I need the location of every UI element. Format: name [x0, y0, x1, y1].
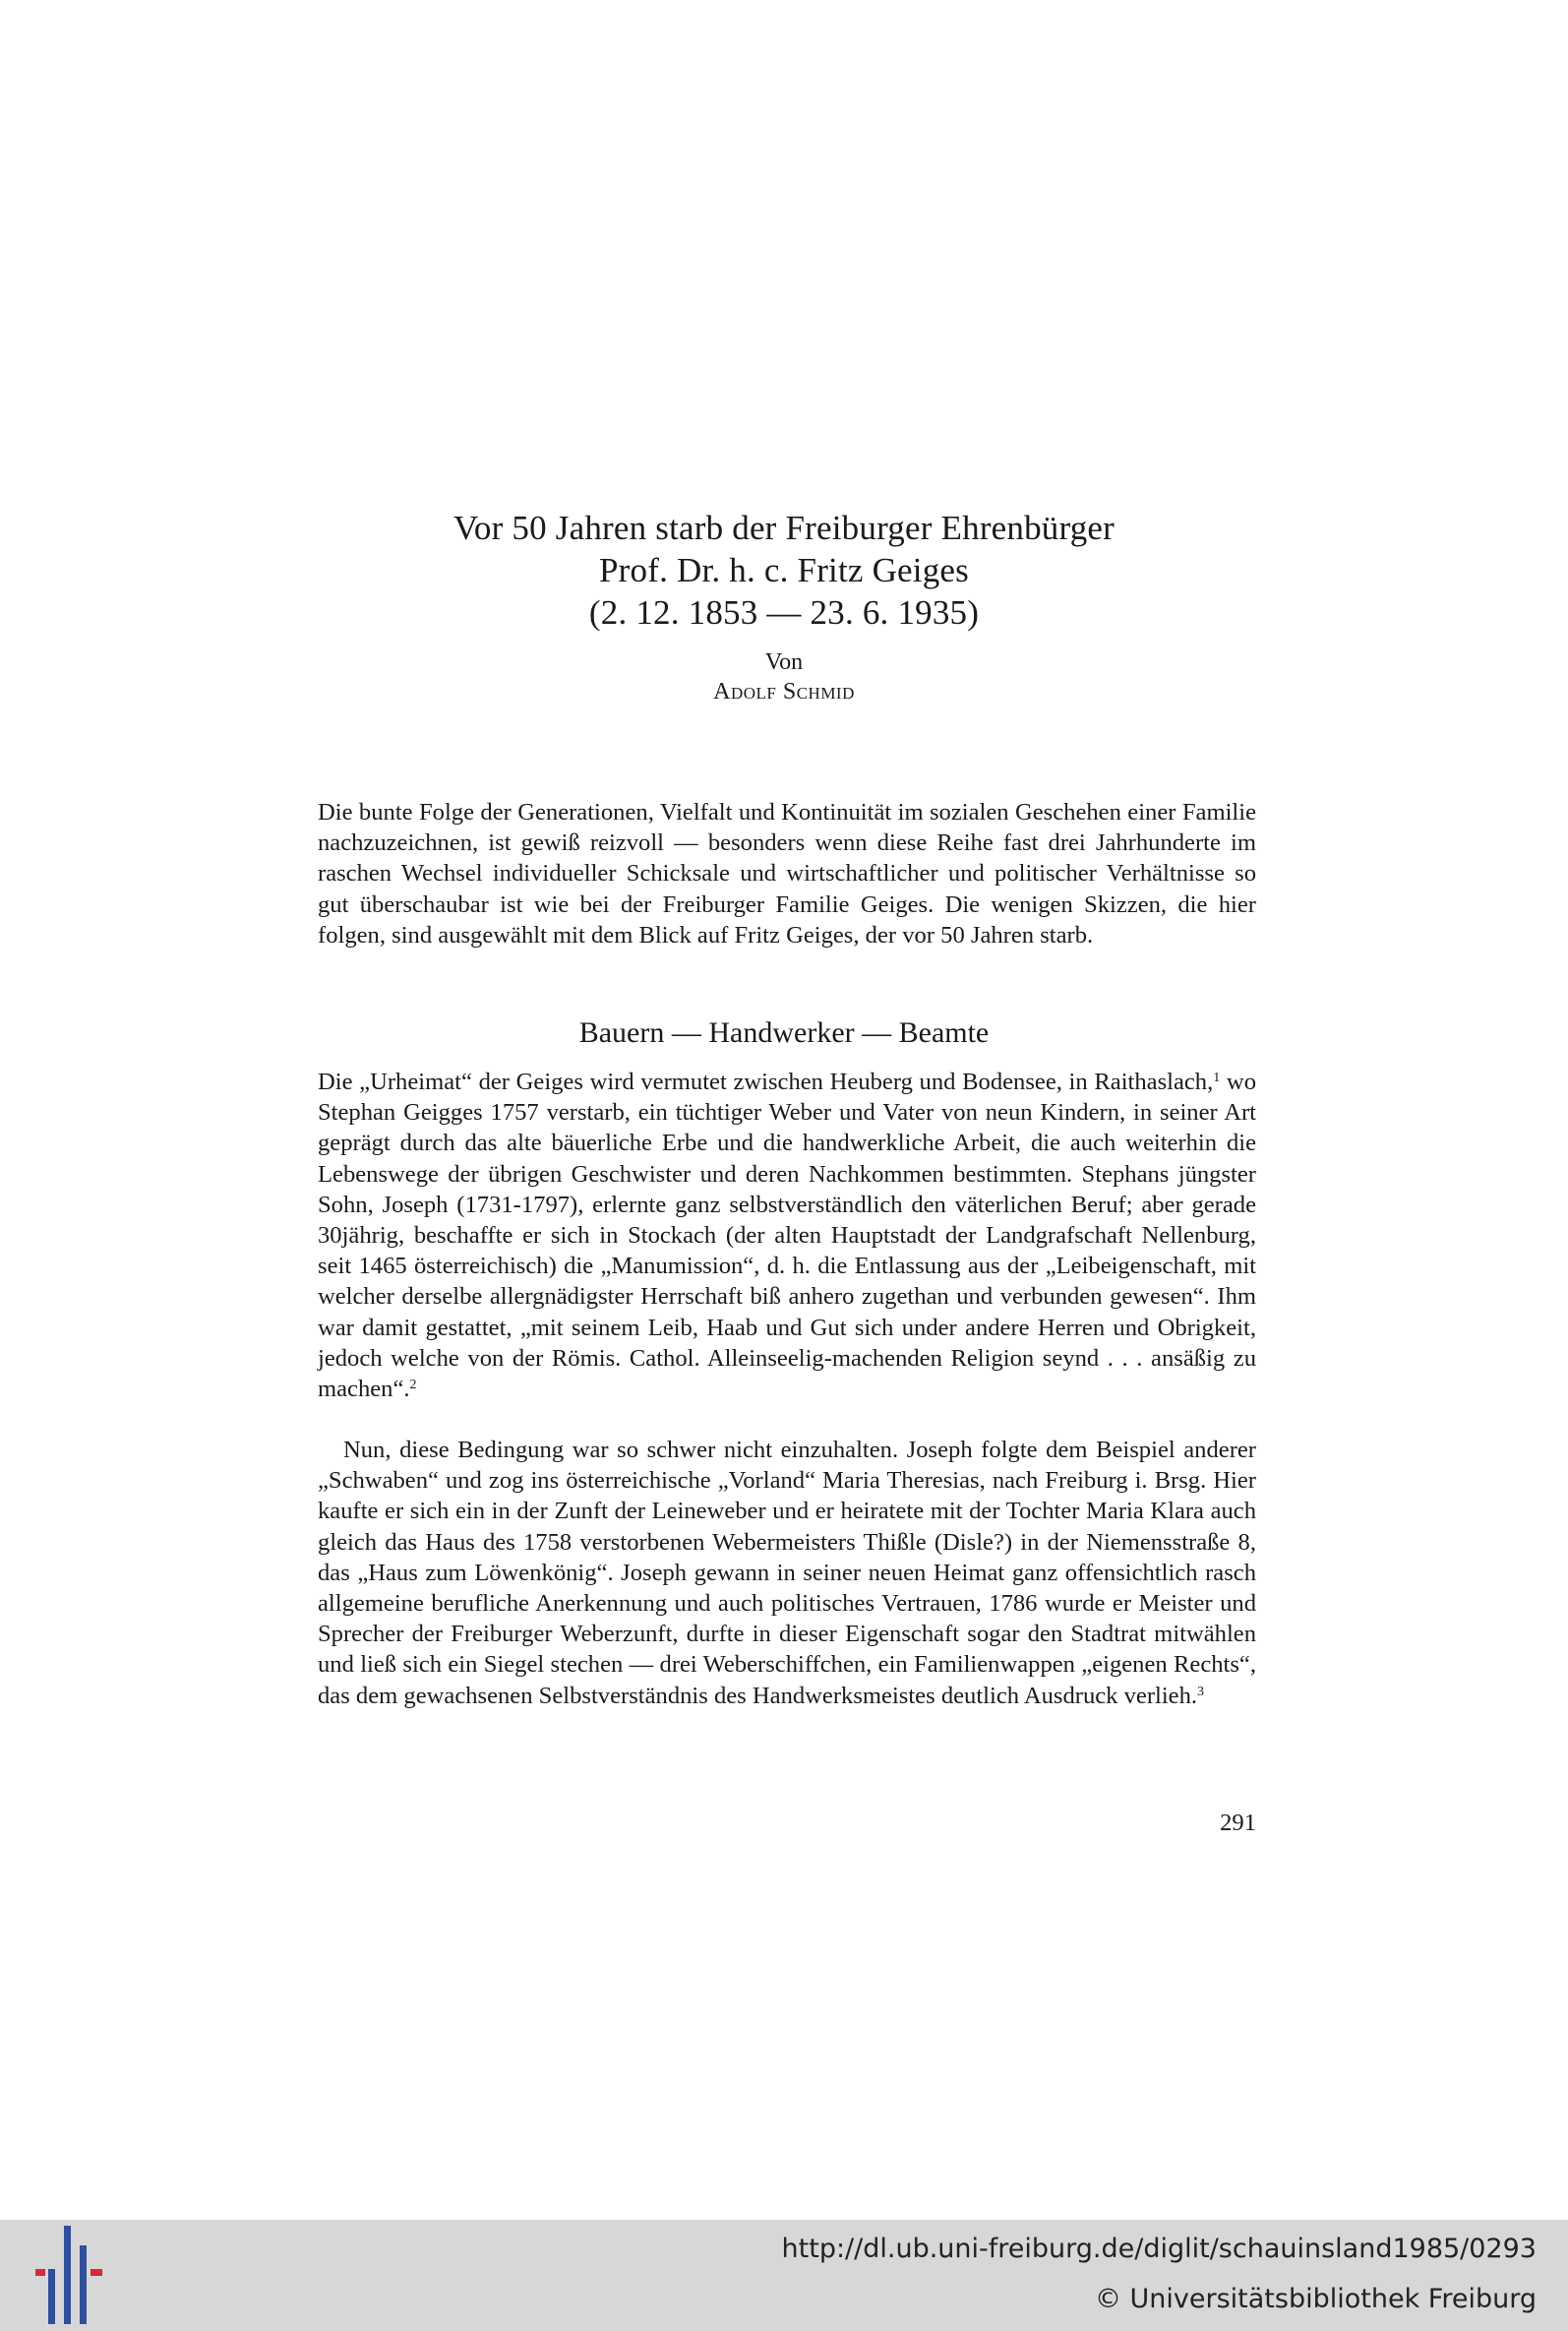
author-name: Adolf Schmid [713, 679, 855, 705]
paragraph-2-text: Nun, diese Bedingung war so schwer nicht einzuhalten. Joseph folgte dem Beispiel anderer „Schwaben“ und zog ins österreichische „Vorland“ Maria Theresias, nach Freiburg i. Brsg. Hier kaufte er sich ein in der Zunft der Leineweber und er heiratete mit der Tochter Maria Klara auch gleich das Haus des 1758 verstorbenen Webermeisters Thißle (Disle?) in der Niemensstraße 8, das „Haus zum Löwenkönig“. Joseph gewann in seiner neuen Heimat ganz offensichtlich rasch allgemeine berufliche Anerkennung und auch politisches Vertrauen, 1786 wurde er Meister und Sprecher der Freiburger Weberzunft, durfte in dieser Eigenschaft sogar den Stadtrat mitwählen und ließ sich ein Siegel stechen — drei Weberschiffchen, ein Familienwappen „eigenen Rechts“, das dem gewachsenen Selbstverständnis des Handwerksmeistes deutlich Ausdruck verlieh. [318, 1437, 1256, 1709]
article-title-line-2: Prof. Dr. h. c. Fritz Geiges [599, 551, 969, 589]
footnote-ref-2: 2 [409, 1378, 417, 1393]
footer-band [0, 2220, 1568, 2331]
footnote-ref-3: 3 [1197, 1684, 1205, 1699]
copyright-notice: © Universitätsbibliothek Freiburg [1094, 2284, 1537, 2314]
article-title-dates: (2. 12. 1853 — 23. 6. 1935) [588, 593, 980, 632]
ub-freiburg-logo-icon [35, 2226, 104, 2324]
permalink-url[interactable]: http://dl.ub.uni-freiburg.de/diglit/schauinsland1985/0293 [781, 2234, 1537, 2264]
intro-paragraph: Die bunte Folge der Generationen, Vielfalt und Kontinuität im sozialen Geschehen einer Familie nachzuzeichnen, ist gewiß reizvoll — besonders wenn diese Reihe fast drei Jahrhunderte im raschen Wechsel individueller Schicksale und wirtschaftlicher und politischer Verhältnisse so gut überschaubar ist wie bei der Freiburger Familie Geiges. Die wenigen Skizzen, die hier folgen, sind ausgewählt mit dem Blick auf Fritz Geiges, der vor 50 Jahren starb. [318, 799, 1256, 949]
section-heading: Bauern — Handwerker — Beamte [578, 1016, 990, 1049]
page-number: 291 [1220, 1810, 1256, 1836]
footnote-ref-1: 1 [1213, 1071, 1221, 1085]
byline-von: Von [764, 649, 804, 675]
body-paragraph-1 [318, 1067, 1256, 1404]
article-title-line-1: Vor 50 Jahren starb der Freiburger Ehrenbürger [452, 509, 1116, 547]
paragraph-1-text-b: wo Stephan Geigges 1757 verstarb, ein tüchtiger Weber und Vater von neun Kindern, in seiner Art geprägt durch das alte bäuerliche Erbe und die handwerkliche Arbeit, die auch weiterhin die Lebenswege der übrigen Geschwister und deren Nachkommen bestimmten. Stephans jüngster Sohn, Joseph (1731-1797), erlernte ganz selbstverständlich den väterlichen Beruf; aber gerade 30jährig, beschaffte er sich in Stockach (der alten Hauptstadt der Landgrafschaft Nellenburg, seit 1465 österreichisch) die „Manumission“, d. h. die Entlassung aus der „Leibeigenschaft, mit welcher derselbe allergnädigster Herrschaft biß anhero zugethan und verbunden gewesen“. Ihm war damit gestattet, „mit seinem Leib, Haab und Gut sich under andere Herren und Obrigkeit, jedoch welche von der Römis. Cathol. Alleinseelig-machenden Religion seynd . . . ansäßig zu machen“. [318, 1069, 1256, 1403]
paragraph-1-text-a: Die „Urheimat“ der Geiges wird vermutet zwischen Heuberg und Bodensee, in Raithaslach, [318, 1069, 1214, 1095]
article-title-block [0, 507, 1568, 706]
body-paragraph-2 [318, 1435, 1256, 1711]
